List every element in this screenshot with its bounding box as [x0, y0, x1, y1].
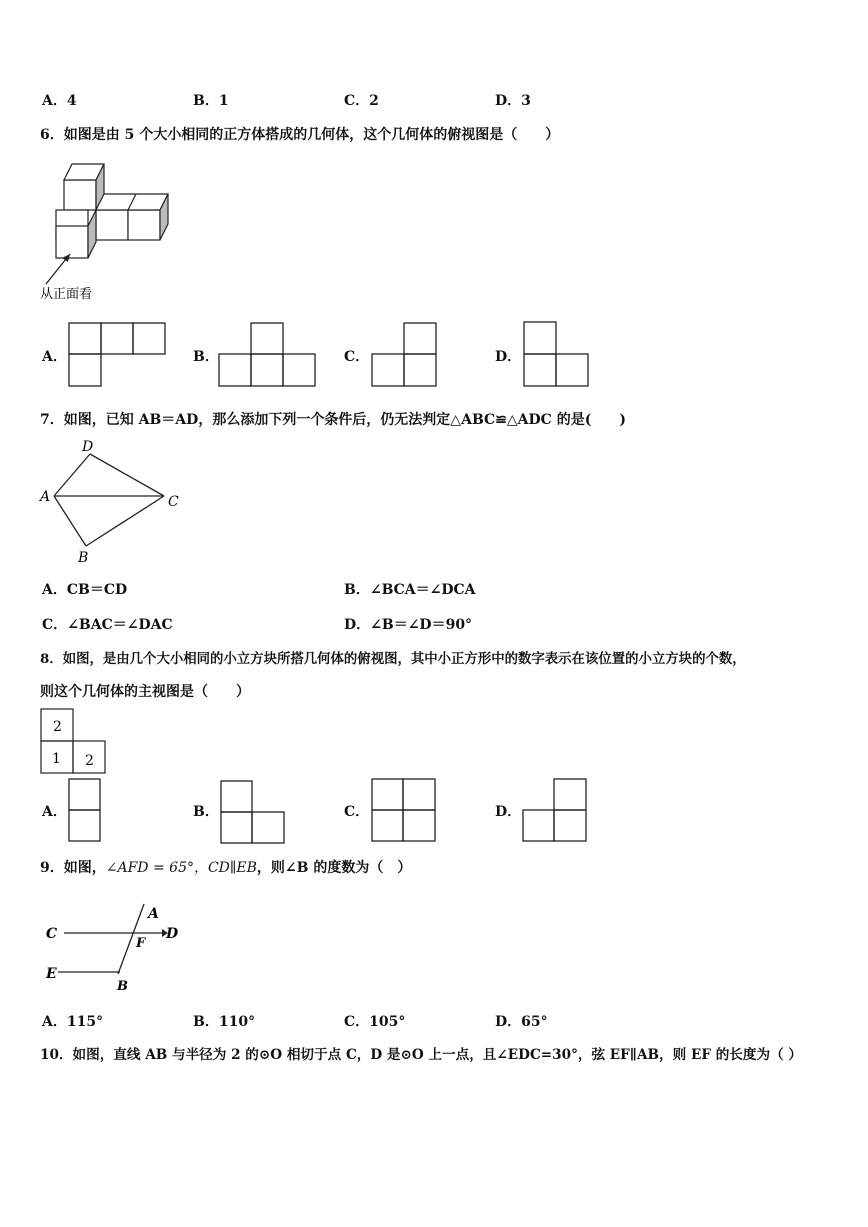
q7-stem: 7．如图，已知 AB＝AD，那么添加下列一个条件后，仍无法判定△ABC≌△ADC 的是( )	[40, 412, 626, 428]
q6-option-a[interactable]: A．	[42, 349, 67, 365]
q7-label-d: D	[82, 439, 94, 455]
q10-stem: 10．如图，直线 AB 与半径为 2 的⊙O 相切于点 C，D 是⊙O 上一点，且∠EDC=30°，弦 EF∥AB，则 EF 的长度为（ ）	[40, 1047, 802, 1063]
q9-option-a[interactable]: A．115°	[42, 1014, 104, 1030]
q8-option-b-figure[interactable]	[220, 780, 286, 844]
q9-parallel-lines-figure	[44, 900, 184, 996]
q6-option-c[interactable]: C．	[344, 349, 370, 365]
q9-label-c: C	[46, 926, 58, 942]
q6-stem: 6．如图是由 5 个大小相同的正方体搭成的几何体，这个几何体的俯视图是（ ）	[40, 127, 560, 143]
q5-option-a[interactable]: A．4	[42, 93, 77, 109]
q7-option-c[interactable]: C．∠BAC＝∠DAC	[42, 617, 173, 633]
q9-label-f: F	[136, 936, 146, 951]
q6-option-b-figure[interactable]	[218, 322, 316, 388]
q8-stem-line2: 则这个几何体的主视图是（ ）	[40, 684, 250, 700]
q5-option-d[interactable]: D．3	[495, 93, 531, 109]
q8-option-c[interactable]: C．	[344, 804, 370, 820]
q8-option-d-figure[interactable]	[522, 778, 588, 842]
q6-option-c-figure[interactable]	[371, 322, 437, 388]
q6-option-a-figure[interactable]	[68, 322, 166, 388]
q9-label-e: E	[46, 966, 57, 982]
q8-option-d[interactable]: D．	[495, 804, 522, 820]
q9-option-b[interactable]: B．110°	[193, 1014, 256, 1030]
q8-grid-number: 2	[53, 719, 62, 735]
q7-label-a: A	[40, 489, 51, 505]
q5-option-b[interactable]: B．1	[193, 93, 229, 109]
q6-option-d-figure[interactable]	[523, 321, 589, 387]
q8-grid-number: 1	[52, 751, 61, 767]
q9-option-d[interactable]: D．65°	[495, 1014, 548, 1030]
q8-top-view-grid	[40, 708, 108, 774]
q6-cube-figure	[40, 158, 170, 303]
q7-label-b: B	[78, 550, 89, 566]
q8-stem-line1: 8．如图，是由几个大小相同的小立方块所搭几何体的俯视图，其中小正方形中的数字表示在该位置的小立方块的个数，	[40, 651, 746, 667]
q7-label-c: C	[168, 494, 179, 510]
q6-caption: 从正面看	[40, 287, 93, 302]
q6-option-b[interactable]: B．	[193, 349, 219, 365]
q8-option-a-figure[interactable]	[68, 778, 102, 842]
q6-option-d[interactable]: D．	[495, 349, 522, 365]
q7-option-d[interactable]: D．∠B＝∠D＝90°	[344, 617, 473, 633]
q7-kite-figure	[38, 438, 188, 566]
q7-option-a[interactable]: A．CB＝CD	[42, 582, 128, 598]
q7-option-b[interactable]: B．∠BCA＝∠DCA	[344, 582, 476, 598]
q8-option-c-figure[interactable]	[371, 778, 437, 842]
q9-option-c[interactable]: C．105°	[344, 1014, 406, 1030]
q8-option-b[interactable]: B．	[193, 804, 219, 820]
q8-grid-number: 2	[85, 753, 94, 769]
q9-label-a: A	[148, 906, 159, 922]
q9-label-d: D	[166, 926, 179, 942]
q5-option-c[interactable]: C．2	[344, 93, 379, 109]
q9-stem: 9．如图，∠AFD = 65°，CD∥EB，则∠B 的度数为（ ）	[40, 860, 412, 876]
q9-label-b: B	[117, 979, 128, 994]
q8-option-a[interactable]: A．	[42, 804, 67, 820]
